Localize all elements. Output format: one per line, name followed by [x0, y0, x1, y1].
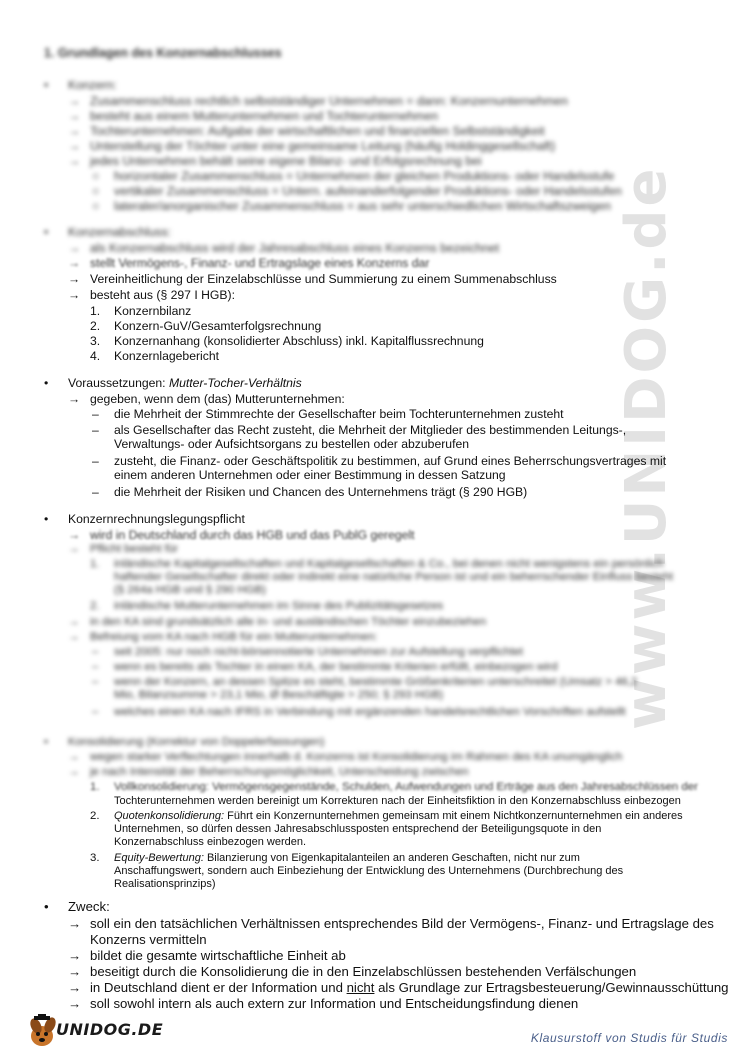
- list-item: soll sowohl intern als auch extern zur Information und Entscheidungsfindung dienen: [90, 996, 579, 1011]
- list-item: Konzernbilanz: [114, 304, 192, 318]
- list-item: seit 2005: nur noch nicht-börsennotierte Unternehmen zur Aufstellung verpflichtet: [114, 646, 524, 658]
- list-item: Tochterunternehmen: Aufgabe der wirtschaftlichen und finanziellen Selbstständigkeit: [90, 124, 545, 138]
- list-item: Quotenkonsolidierung: Führt ein Konzernunternehmen gemeinsam mit einem Nichtkonzernunternehmen ein anderes: [114, 810, 683, 822]
- list-item: soll ein den tatsächlichen Verhältnissen entsprechendes Bild der Vermögens-, Finanz- und Ertragslage des: [90, 916, 714, 931]
- underlined-word: nicht: [346, 980, 375, 995]
- list-item-continuation: Tochterunternehmen werden bereinigt um Korrekturen nach der Einheitsfiktion in den Konzernabschluss einbezogen: [114, 795, 681, 807]
- arrow-icon: →: [68, 288, 81, 302]
- list-item-continuation: Anschaffungswert, sondern auch Einbeziehung der Entwicklung des Unternehmens (Durchbrechung des: [114, 865, 624, 877]
- unidog-logo[interactable]: [26, 1014, 166, 1050]
- arrow-icon: →: [68, 154, 81, 168]
- list-item: bildet die gesamte wirtschaftliche Einheit ab: [90, 948, 346, 963]
- arrow-icon: →: [68, 139, 81, 153]
- list-number: 2.: [90, 810, 100, 822]
- arrow-icon: →: [68, 948, 82, 963]
- section-heading: Konzernabschluss:: [68, 225, 171, 239]
- arrow-icon: →: [68, 528, 81, 542]
- arrow-icon: →: [68, 751, 80, 763]
- list-item: welches einen KA nach IFRS in Verbindung mit ergänzenden handelsrechtlichen Vorschriften aufstellt: [114, 706, 626, 718]
- list-number: 3.: [90, 852, 100, 864]
- section-heading: Konzernrechnungslegungspflicht: [68, 512, 245, 526]
- bullet-icon: •: [44, 512, 49, 526]
- list-item: Unterstellung der Töchter unter eine gemeinsame Leitung (häufig Holdinggesellschaft): [90, 139, 556, 153]
- arrow-icon: →: [68, 543, 80, 555]
- list-item: je nach Intensität der Beherrschungsmöglichkeit, Unterscheidung zwischen: [90, 766, 469, 778]
- bullet-icon: •: [44, 736, 48, 748]
- list-item: Befreiung vom KA nach HGB für ein Mutterunternehmen:: [90, 631, 378, 643]
- arrow-icon: →: [68, 392, 81, 406]
- list-item: besteht aus einem Mutterunternehmen und Tochterunternehmen: [90, 109, 439, 123]
- arrow-icon: →: [68, 996, 82, 1011]
- section-heading: Konsolidierung (Korrektur von Doppelerfassungen): [68, 736, 325, 748]
- list-item: wird in Deutschland durch das HGB und das PublG geregelt: [90, 528, 415, 542]
- list-number: 4.: [90, 349, 101, 363]
- list-item: horizontaler Zusammenschluss = Unternehmen der gleichen Produktions- oder Handelsstufe: [114, 169, 615, 183]
- dash-icon: –: [92, 646, 99, 658]
- arrow-icon: →: [68, 109, 81, 123]
- dash-icon: –: [92, 407, 99, 421]
- arrow-icon: →: [68, 124, 81, 138]
- term-label: Equity-Bewertung:: [114, 852, 204, 864]
- logo-text: UNIDOG.DE: [56, 1020, 164, 1039]
- list-item-continuation: Realisationsprinzips): [114, 878, 216, 890]
- list-item: inländische Mutterunternehmen im Sinne des Publizitätsgesetzes: [114, 600, 444, 612]
- list-item: inländische Kapitalgesellschaften und Kapitalgesellschaften & Co., bei denen nicht wenigstens ein persönlich haftender Gesellschafter direkt oder indirekt eine natürliche Person ist und ein beherrschender Einfluss besteht (§ 264a HGB und § 290 HGB): [114, 558, 674, 597]
- list-item: Pflicht besteht für: [90, 543, 179, 555]
- list-item: besteht aus (§ 297 I HGB):: [90, 288, 235, 302]
- list-item: in Deutschland dient er der Information und nicht als Grundlage zur Ertragsbesteuerung/Gewinnausschüttung: [90, 980, 729, 995]
- list-number: 1.: [90, 558, 100, 570]
- page-title: 1. Grundlagen des Konzernabschlusses: [44, 46, 282, 60]
- list-item-continuation: Konzernabschluss einbezogen werden.: [114, 836, 307, 848]
- bullet-icon: •: [44, 376, 49, 390]
- list-number: 1.: [90, 304, 101, 318]
- arrow-icon: →: [68, 964, 82, 979]
- section-heading: Konzern:: [68, 78, 117, 92]
- arrow-icon: →: [68, 980, 82, 995]
- list-item-continuation: Konzerns vermitteln: [90, 932, 207, 947]
- dash-icon: –: [92, 423, 99, 437]
- bullet-icon: •: [44, 78, 49, 92]
- heading-emphasis: Mutter-Tocher-Verhältnis: [168, 376, 302, 390]
- watermark: www.UNIDOG.de: [614, 165, 679, 730]
- arrow-icon: →: [68, 241, 81, 255]
- list-item: zusteht, die Finanz- oder Geschäftspolitik zu bestimmen, auf Grund eines Beherrschungsvertrages mit einem anderen Unternehmen oder einer Bestimmung in dessen Satzung: [114, 454, 667, 483]
- list-item: gegeben, wenn dem (das) Mutterunternehmen:: [90, 392, 345, 406]
- arrow-icon: →: [68, 94, 81, 108]
- list-item: als Gesellschafter das Recht zusteht, die Mehrheit der Mitglieder des bestimmenden Leitungs-, Verwaltungs- oder Aufsichtsorgans zu bestellen oder abzuberufen: [114, 423, 627, 452]
- list-number: 1.: [90, 781, 100, 793]
- dash-icon: –: [92, 706, 99, 718]
- arrow-icon: →: [68, 766, 80, 778]
- list-item: Vereinheitlichung der Einzelabschlüsse und Summierung zu einem Summenabschluss: [90, 272, 557, 286]
- list-item: beseitigt durch die Konsolidierung die in den Einzelabschlüssen bestehenden Verfälschungen: [90, 964, 637, 979]
- list-item: wenn der Konzern, an dessen Spitze es steht, bestimmte Größenkriterien unterschreitet (Umsatz > 46,2 Mio, Bilanzsumme > 23,1 Mio, Ø Beschäftigte > 250; § 293 HGB): [114, 676, 638, 702]
- arrow-icon: →: [68, 631, 80, 643]
- list-item: als Konzernabschluss wird der Jahresabschluss eines Konzerns bezeichnet: [90, 241, 500, 255]
- circle-bullet-icon: ○: [92, 184, 100, 198]
- term-label: Quotenkonsolidierung:: [114, 810, 225, 822]
- bullet-icon: •: [44, 899, 49, 914]
- list-item: Konzern-GuV/Gesamterfolgsrechnung: [114, 319, 322, 333]
- section-heading: Voraussetzungen: Mutter-Tocher-Verhältnis: [68, 376, 302, 390]
- list-number: 2.: [90, 600, 100, 612]
- bullet-icon: •: [44, 225, 49, 239]
- list-item: Konzernlagebericht: [114, 349, 220, 363]
- list-item: die Mehrheit der Stimmrechte der Gesellschafter beim Tochterunternehmen zusteht: [114, 407, 564, 421]
- list-item: jedes Unternehmen behält seine eigene Bilanz- und Erfolgsrechnung bei: [90, 154, 482, 168]
- list-item: Konzernanhang (konsolidierter Abschluss) inkl. Kapitalflussrechnung: [114, 334, 484, 348]
- arrow-icon: →: [68, 256, 81, 270]
- footer-slogan: Klausurstoff von Studis für Studis: [530, 1031, 728, 1045]
- list-number: 2.: [90, 319, 101, 333]
- dash-icon: –: [92, 661, 99, 673]
- list-item: Vollkonsolidierung: Vermögensgegenstände, Schulden, Aufwendungen und Erträge aus den Jahresabschlüssen der: [114, 781, 698, 793]
- circle-bullet-icon: ○: [92, 199, 100, 213]
- dash-icon: –: [92, 485, 99, 499]
- list-item: stellt Vermögens-, Finanz- und Ertragslage eines Konzerns dar: [90, 256, 430, 270]
- arrow-icon: →: [68, 272, 81, 286]
- list-item: die Mehrheit der Risiken und Chancen des Unternehmens trägt (§ 290 HGB): [114, 485, 528, 499]
- list-item-continuation: Unternehmen, so dürfen dessen Jahresabschlussposten entsprechend der Beteiligungsquote in den: [114, 823, 602, 835]
- dash-icon: –: [92, 676, 99, 688]
- list-item: wenn es bereits als Tochter in einen KA, der bestimmte Kriterien erfüllt, einbezogen wird: [114, 661, 558, 673]
- list-item: lateraler/anorganischer Zusammenschluss = aus sehr unterschiedlichen Wirtschaftszweigen: [114, 199, 611, 213]
- arrow-icon: →: [68, 916, 82, 931]
- circle-bullet-icon: ○: [92, 169, 100, 183]
- section-heading: Zweck:: [68, 899, 110, 914]
- list-item: vertikaler Zusammenschluss = Untern. aufeinanderfolgender Produktions- oder Handelsstufen: [114, 184, 622, 198]
- list-item: Equity-Bewertung: Bilanzierung von Eigenkapitalanteilen an anderen Geschaften, nicht nur zum: [114, 852, 580, 864]
- list-item: wegen starker Verflechtungen innerhalb d. Konzerns ist Konsolidierung im Rahmen des KA unumgänglich: [90, 751, 623, 763]
- arrow-icon: →: [68, 616, 80, 628]
- dash-icon: –: [92, 454, 99, 468]
- list-item: in den KA sind grundsätzlich alle in- und ausländischen Töchter einzubeziehen: [90, 616, 487, 628]
- list-item: Zusammenschluss rechtlich selbstständiger Unternehmen = dann: Konzernunternehmen: [90, 94, 568, 108]
- list-number: 3.: [90, 334, 101, 348]
